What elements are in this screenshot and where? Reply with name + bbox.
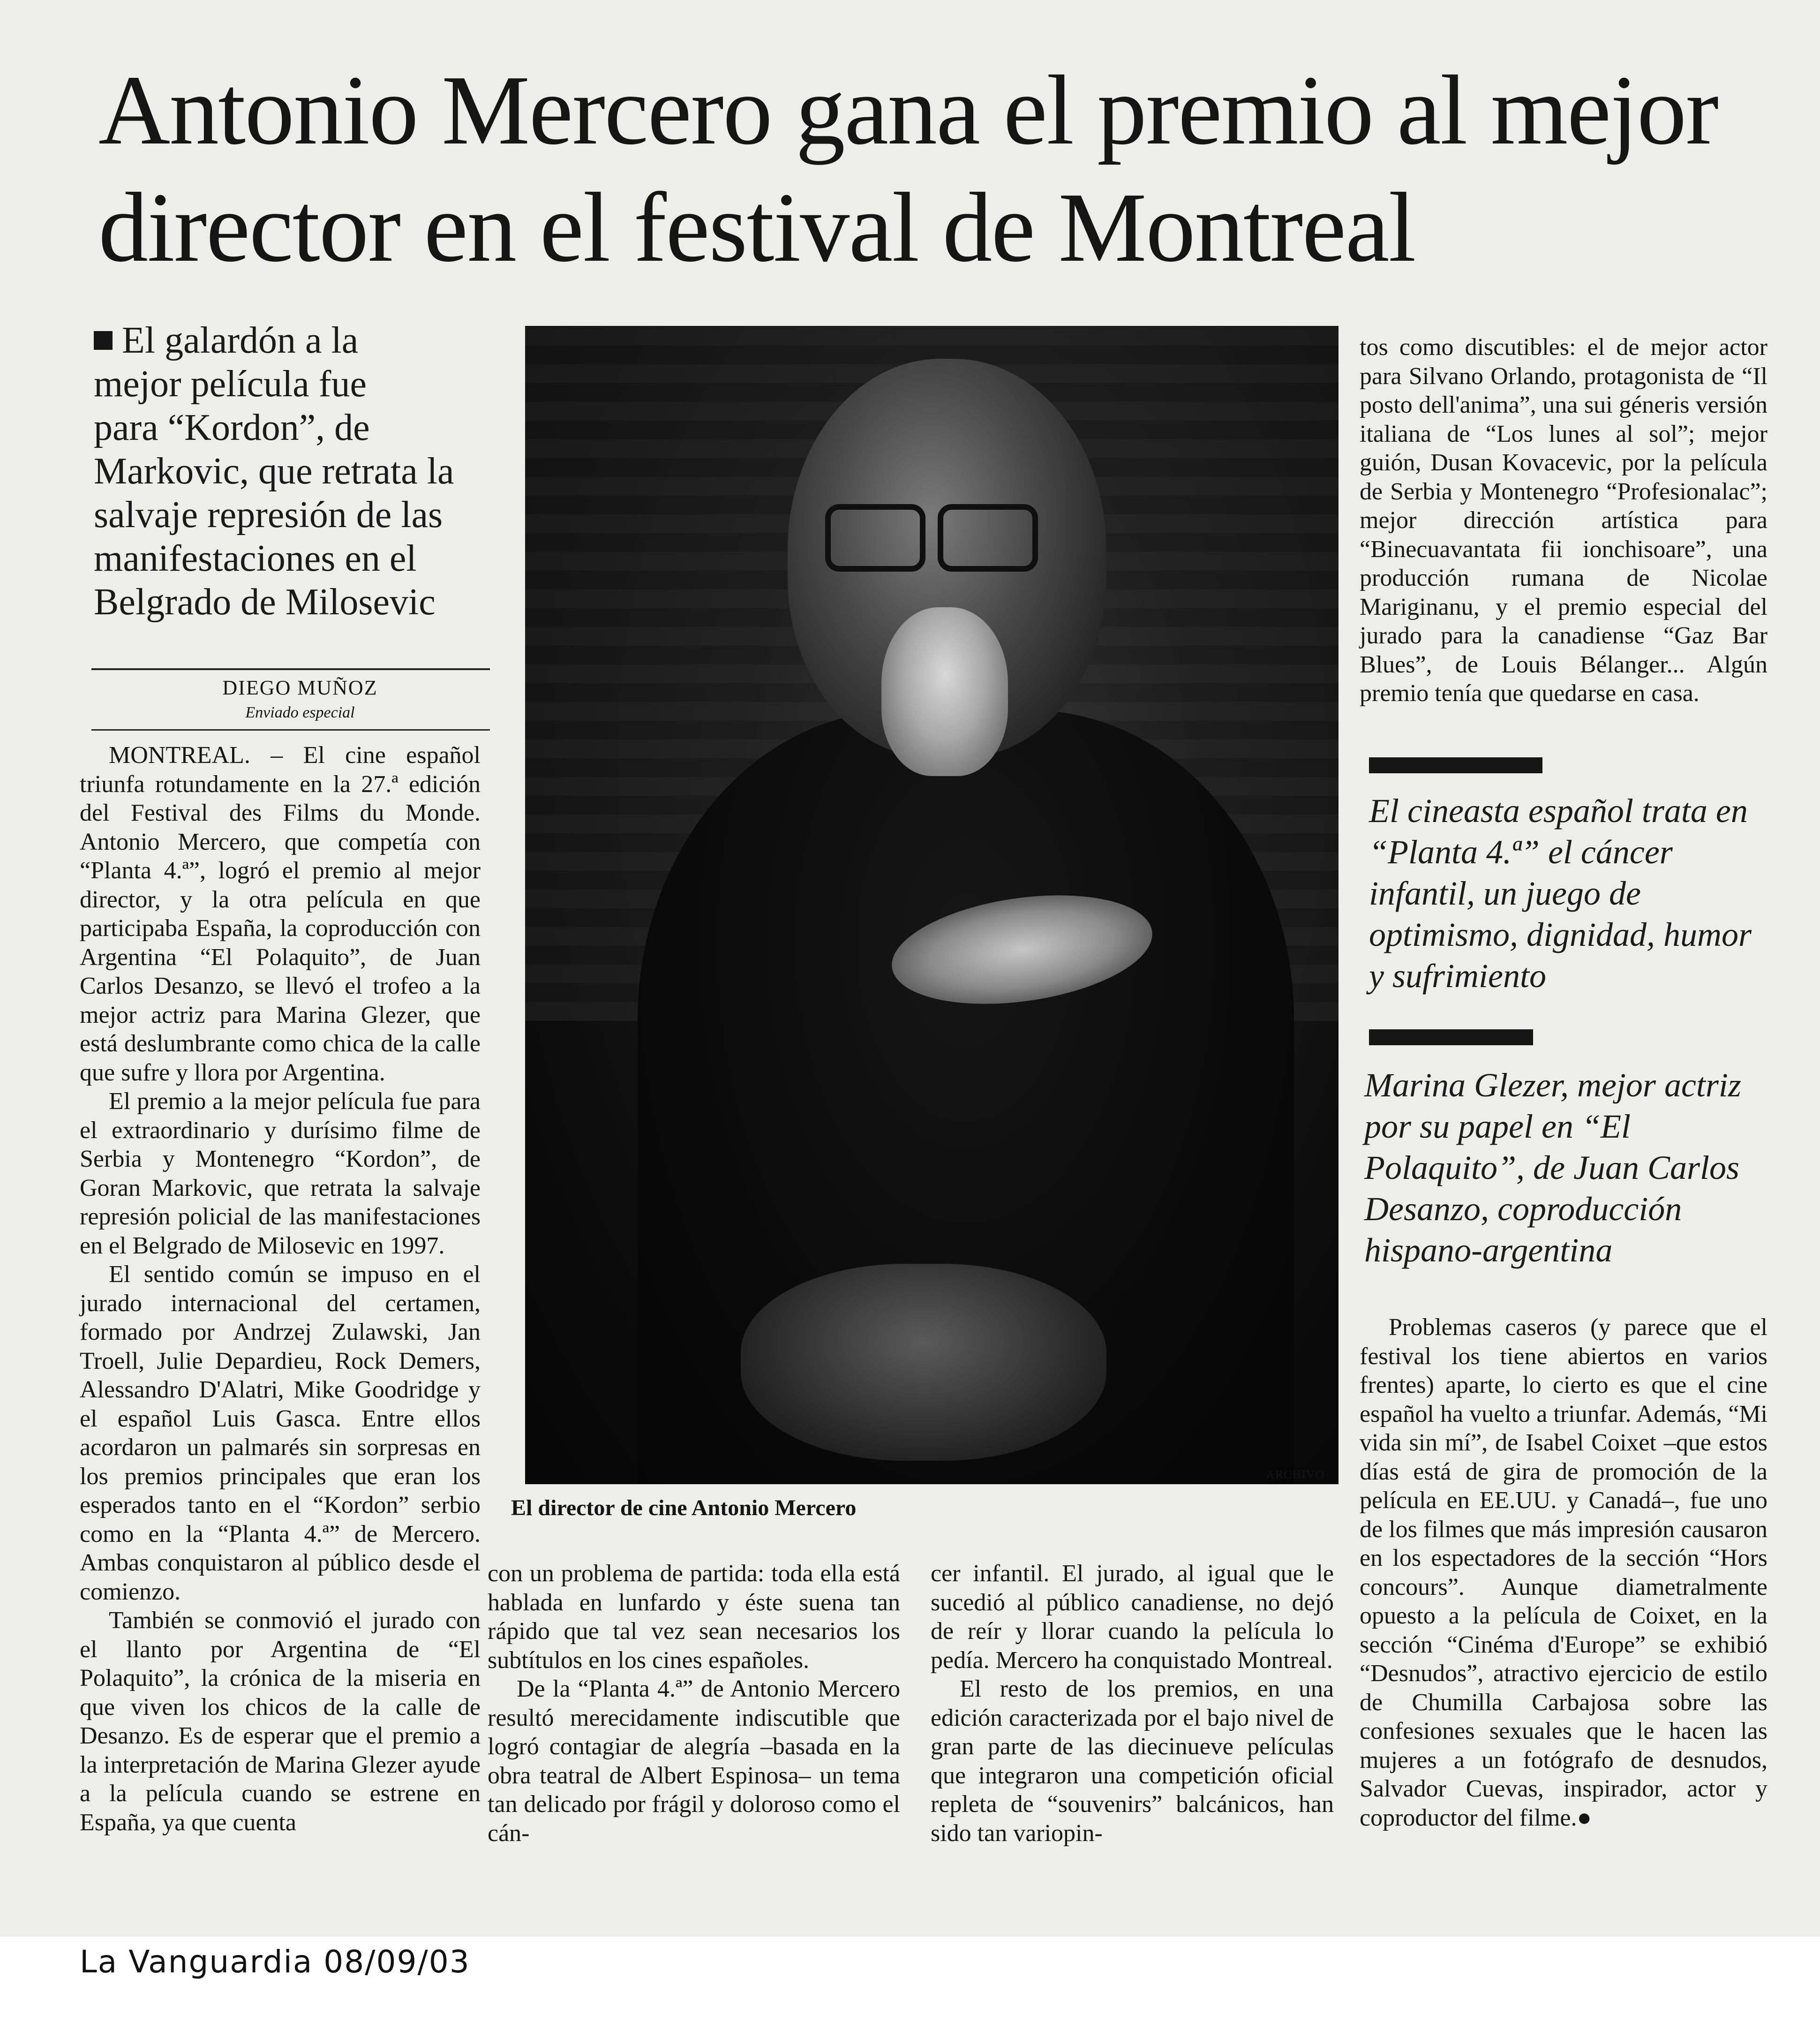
bullet-square-icon	[94, 331, 113, 350]
paragraph: El sentido común se impuso en el jurado internacional del certamen, formado por Andrzej Zulawski, Jan Troell, Julie Depardieu, Rock Demers, Alessandro D'Alatri, Mike Goodridge y el español Luis Gasca. Entre ellos acordaron un palmarés sin sorpresas en los premios principales que eran los esperados tanto en el “Kordon” serbio como en la “Planta 4.ª” de Mercero. Ambas conquistaron al público desde el comienzo.	[80, 1261, 481, 1605]
article-column-3	[931, 1559, 1334, 1848]
headline	[98, 52, 1767, 286]
paragraph: De la “Planta 4.ª” de Antonio Mercero resultó merecidamente indiscutible que logró contagiar de alegría –basada en la obra teatral de Albert Espinosa– un tema tan delicado por frágil y doloroso como el cán-	[488, 1676, 900, 1847]
photo-caption: El director de cine Antonio Mercero	[511, 1495, 857, 1520]
headline-line-2: director en el festival de Montreal	[98, 172, 1415, 282]
lede-line: salvaje represión de las	[94, 494, 443, 536]
byline-rule-bottom	[91, 729, 490, 731]
pullquote-1: El cineasta español trata en “Planta 4.ª” el cáncer infantil, un juego de optimismo, dignidad, humor y sufrimiento	[1369, 792, 1752, 995]
paragraph: El resto de los premios, en una edición caracterizada por el bajo nivel de gran parte de las diecinueve películas que integraron una competición oficial repleta de “souvenirs” balcánicos, han sido tan variopin-	[931, 1676, 1334, 1847]
pullquote-bar	[1369, 1029, 1533, 1045]
paragraph: Problemas caseros (y parece que el festival los tiene abiertos en varios frentes) aparte, lo cierto es que el cine español ha vuelto a triunfar. Además, “Mi vida sin mí”, de Isabel Coixet –que estos días está de gira de promoción de la película en EE.UU. y Canadá–, fue uno de los filmes que más impresión causaron en los espectadores de la sección “Hors concours”. Aunque diametralmente opuesto a la película de Coixet, en la sección “Cinéma d'Europe” se exhibió “Desnudos”, atractivo ejercicio de estilo de Chumilla Carbajosa sobre las confesiones sexuales que le hacen las mujeres a un fotógrafo de desnudos, Salvador Cuevas, inspirador, actor y coproductor del filme.●	[1360, 1314, 1767, 1831]
lede-line: para “Kordon”, de	[94, 407, 370, 448]
headline-line-1: Antonio Mercero gana el premio al mejor	[98, 55, 1718, 165]
article-column-4-top	[1360, 333, 1767, 708]
lede-line: manifestaciones en el	[94, 538, 417, 579]
pullquote-2: Marina Glezer, mejor actriz por su papel en “El Polaquito”, de Juan Carlos Desanzo, coproducción hispano-argentina	[1364, 1066, 1741, 1269]
byline-role: Enviado especial	[245, 704, 355, 721]
paragraph: El premio a la mejor película fue para el extraordinario y durísimo filme de Serbia y Montenegro “Kordon”, de Goran Markovic, que retrata la salvaje represión policial de las manifestaciones en el Belgrado de Milosevic en 1997.	[80, 1088, 481, 1259]
lede-line: Belgrado de Milosevic	[94, 581, 436, 623]
photo-glasses	[825, 504, 925, 572]
lede-line: El galardón a la	[122, 320, 359, 361]
photo-credit: ARCHIVO	[1266, 1468, 1325, 1481]
article-column-4-bottom	[1360, 1313, 1767, 1832]
lede-line: mejor película fue	[94, 363, 367, 405]
paragraph: con un problema de partida: toda ella está hablada en lunfardo y éste suena tan rápido que tal vez sean necesarios los subtítulos en los cines españoles.	[488, 1560, 900, 1674]
source-citation: La Vanguardia 08/09/03	[80, 1944, 470, 1980]
photo-figure-knee	[741, 1264, 1106, 1461]
paragraph: tos como discutibles: el de mejor actor para Silvano Orlando, protagonista de “Il posto dell'anima”, una sui géneris versión italiana de “Los lunes al sol”; mejor guión, Dusan Kovacevic, por la película de Serbia y Montenegro “Profesionalac”; mejor dirección artística para “Binecuavantata fii ionchisoare”, una producción rumana de Nicolae Mariginanu, y el premio especial del jurado para la canadiense “Gaz Bar Blues”, de Louis Bélanger... Algún premio tenía que quedarse en casa.	[1360, 334, 1767, 707]
article-column-2	[488, 1559, 900, 1848]
paragraph: También se conmovió el jurado con el llanto por Argentina de “El Polaquito”, la crónica de la miseria en que viven los chicos de la calle de Desanzo. Es de esperar que el premio a la interpretación de Marina Glezer ayude a la película cuando se estrene en España, ya que cuenta	[80, 1607, 481, 1836]
paragraph: MONTREAL. – El cine español triunfa rotundamente en la 27.ª edición del Festival des Films du Monde. Antonio Mercero, que competía con “Planta 4.ª”, logró el premio al mejor director, y la otra película en que participaba España, la coproducción con Argentina “El Polaquito”, de Juan Carlos Desanzo, se llevó el trofeo a la mejor actriz para Marina Glezer, que está deslumbrante como chica de la calle que sufre y llora por Argentina.	[80, 742, 481, 1086]
lede-summary	[94, 319, 506, 624]
article-column-1	[80, 741, 481, 1837]
lede-line: Markovic, que retrata la	[94, 451, 454, 492]
paragraph: cer infantil. El jurado, al igual que le sucedió al público canadiense, no dejó de reír y llorar cuando la película lo pedía. Mercero ha conquistado Montreal.	[931, 1560, 1334, 1674]
portrait-photo	[525, 326, 1339, 1484]
byline-author: DIEGO MUÑOZ	[222, 676, 378, 699]
byline-rule-top	[91, 668, 490, 670]
pullquote-bar	[1369, 757, 1542, 773]
photo-glasses	[938, 504, 1038, 572]
photo-figure-hand	[881, 607, 1008, 776]
